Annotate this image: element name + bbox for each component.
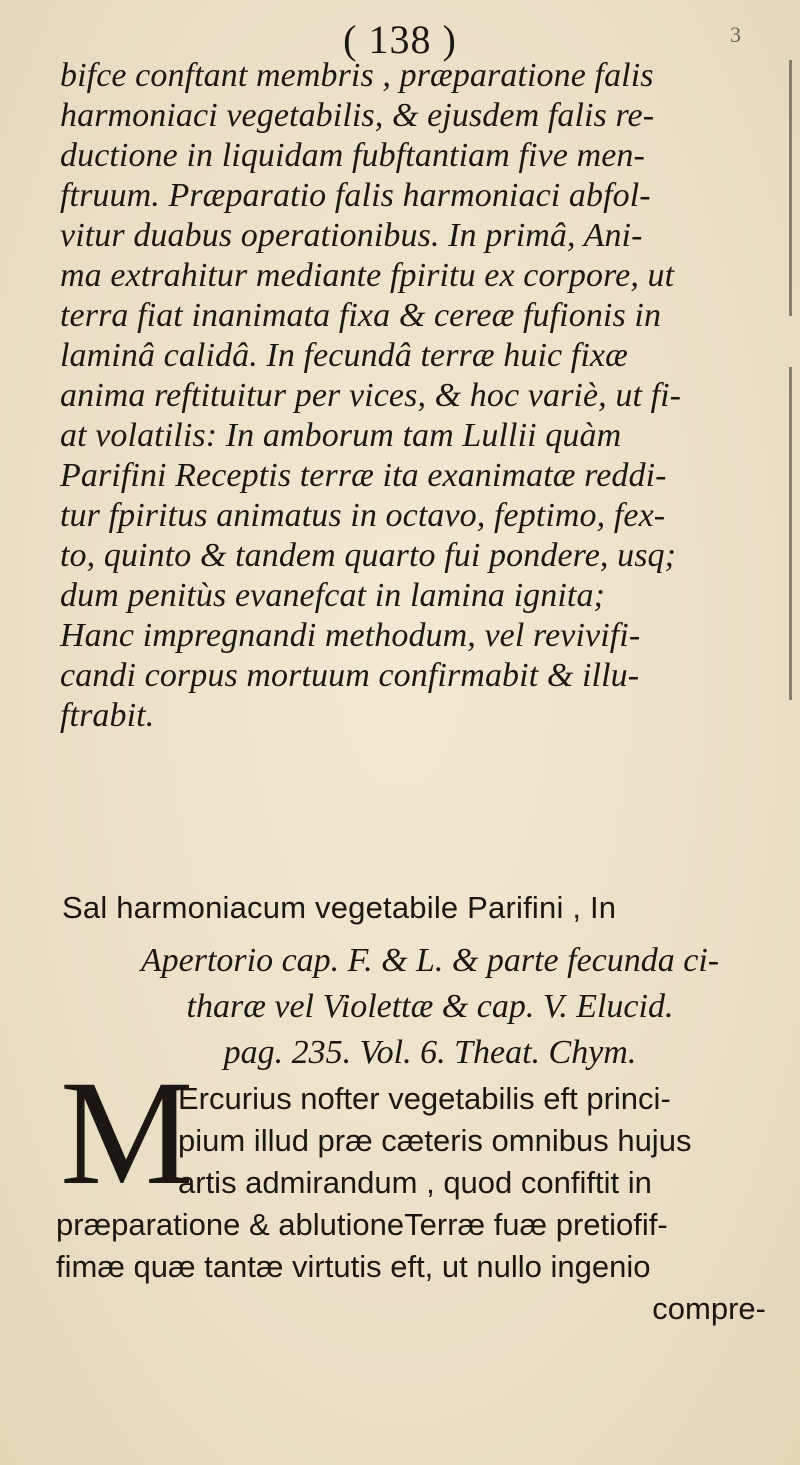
paragraph-line: pium illud præ cæteris omnibus hujus xyxy=(178,1123,692,1158)
text-line: bifce conftant membris , præparatione falis xyxy=(60,57,654,94)
text-line: tur fpiritus animatus in octavo, feptimo, fex- xyxy=(60,497,666,534)
text-line: laminâ calidâ. In fecundâ terræ huic fixæ xyxy=(60,337,628,374)
text-line: terra fiat inanimata fixa & cereæ fufionis in xyxy=(60,297,662,334)
text-line: anima reftituitur per vices, & hoc variè, ut fi- xyxy=(60,377,682,414)
paragraph-line: fimæ quæ tantæ virtutis eft, ut nullo ingenio xyxy=(56,1249,651,1284)
text-line: at volatilis: In amborum tam Lullii quàm xyxy=(60,417,622,454)
text-line: candi corpus mortuum confirmabit & illu- xyxy=(60,657,640,694)
text-line: Hanc impregnandi methodum, vel revivifi- xyxy=(60,617,641,654)
reference-line: Apertorio cap. F. & L. & parte fecunda ci- xyxy=(140,942,720,979)
paragraph-line: Ercurius nofter vegetabilis eft princi- xyxy=(178,1081,671,1116)
page-number: ( 138 ) xyxy=(343,17,457,62)
text-line: ma extrahitur mediante fpiritu ex corpore, ut xyxy=(60,257,675,294)
text-line: dum penitùs evanefcat in lamina ignita; xyxy=(60,577,605,614)
section-heading: Sal harmoniacum vegetabile Parifini , In xyxy=(62,890,617,925)
text-line: Parifini Receptis terræ ita exanimatæ reddi- xyxy=(60,457,667,494)
paragraph-line: artis admirandum , quod confiftit in xyxy=(178,1165,652,1200)
italic-text-block xyxy=(60,56,795,736)
reference-line: tharæ vel Violettæ & cap. V. Elucid. xyxy=(186,988,674,1025)
text-line: vitur duabus operationibus. In primâ, Ani- xyxy=(60,217,643,254)
text-line: ductione in liquidam fubftantiam five men- xyxy=(60,137,645,174)
catchword: compre- xyxy=(652,1291,766,1326)
reference-line: pag. 235. Vol. 6. Theat. Chym. xyxy=(223,1034,637,1071)
text-line: ftruum. Præparatio falis harmoniaci abfol- xyxy=(60,177,651,214)
text-line: ftrabit. xyxy=(60,697,155,734)
body-paragraph xyxy=(56,1078,796,1330)
text-line: harmoniaci vegetabilis, & ejusdem falis re- xyxy=(60,97,655,134)
text-line: to, quinto & tandem quarto fui pondere, usq; xyxy=(60,537,677,574)
drop-cap: M xyxy=(60,1050,194,1216)
corner-mark: 3 xyxy=(730,22,741,47)
paragraph-line: præparatione & ablutioneTerræ fuæ pretiofif- xyxy=(56,1207,668,1242)
